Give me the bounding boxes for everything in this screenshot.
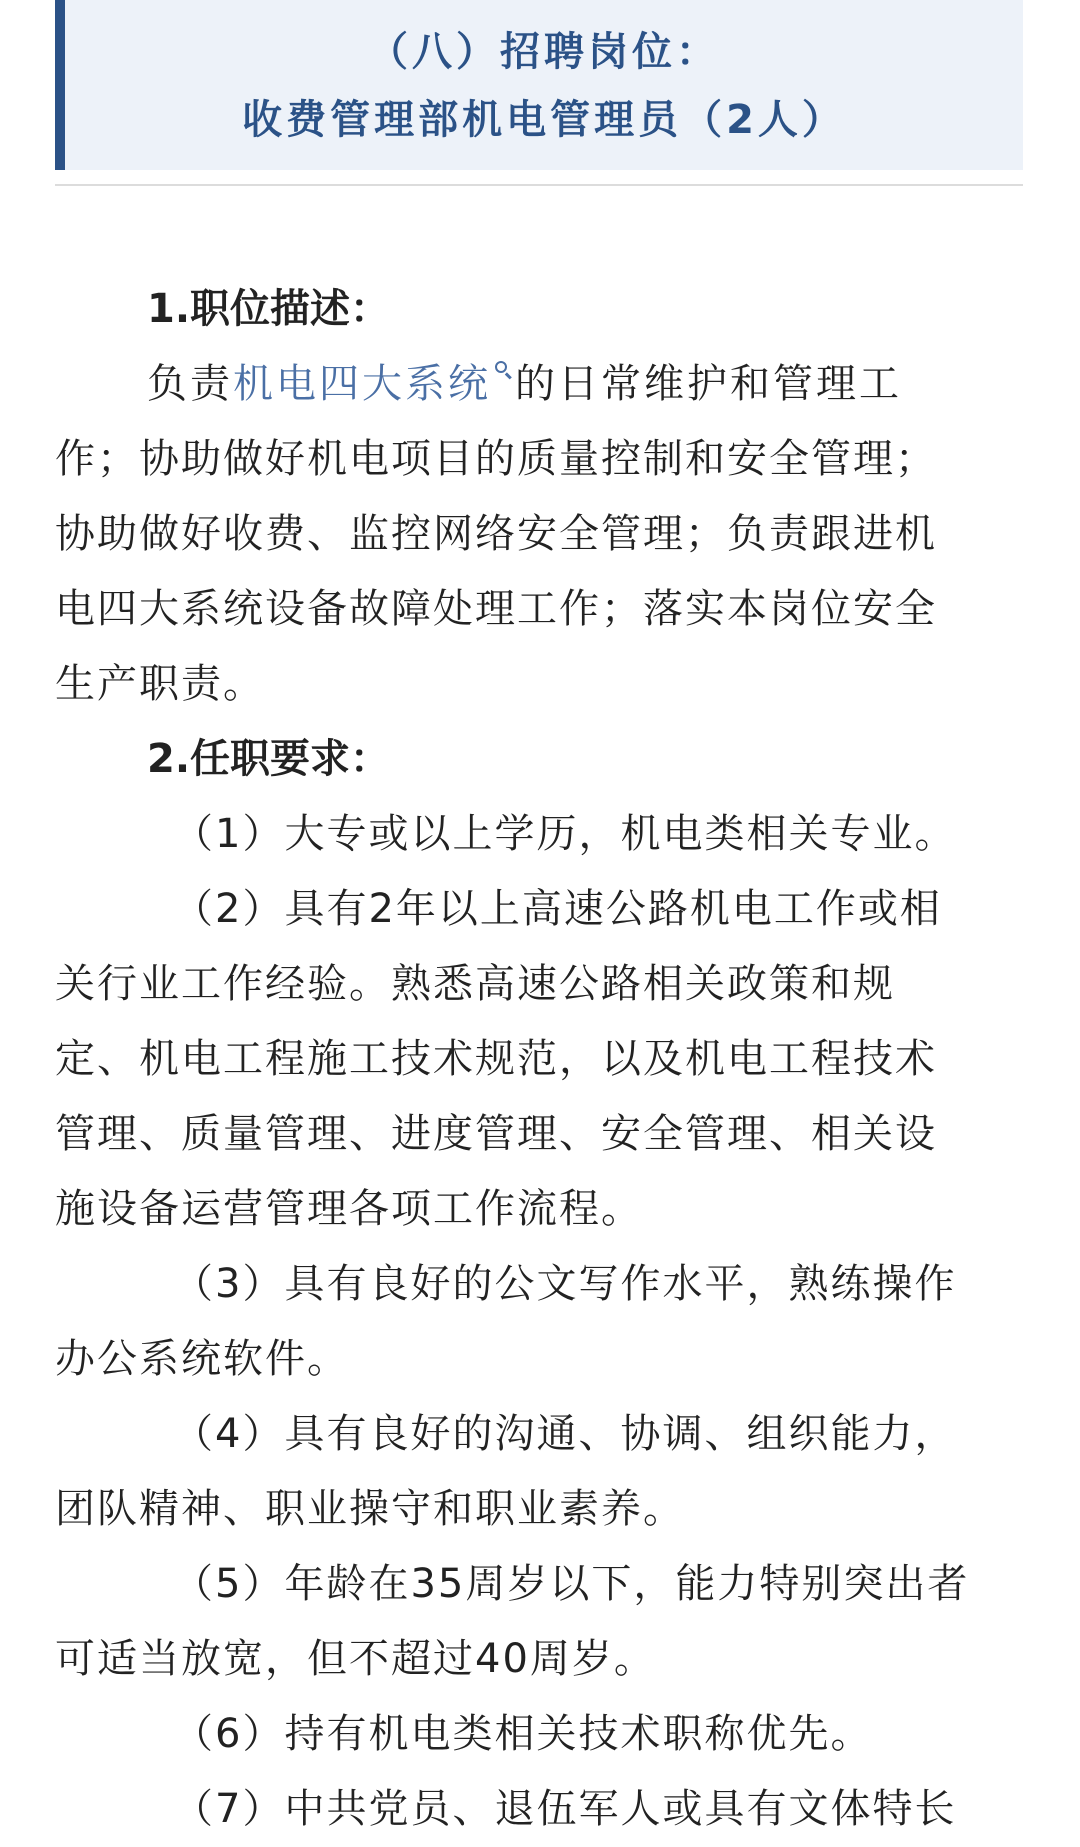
paragraph-line: 生产职责。 [55, 661, 265, 707]
keyword-link-text[interactable]: 机电四大系统 [233, 361, 491, 407]
article-body [55, 272, 1023, 1847]
list-item-continuation: 定、机电工程施工技术规范，以及机电工程技术 [55, 1036, 937, 1082]
section-heading-description: 1.职位描述： [147, 286, 391, 332]
divider [55, 184, 1023, 186]
list-item: （3）具有良好的公文写作水平，熟练操作 [173, 1261, 957, 1307]
paragraph-line: 作；协助做好机电项目的质量控制和安全管理； [55, 436, 937, 482]
section-heading-requirements: 2.任职要求： [147, 736, 391, 782]
paragraph-line [55, 347, 1023, 422]
list-item-continuation: 办公系统软件。 [55, 1336, 349, 1382]
list-item: （1）大专或以上学历，机电类相关专业。 [173, 811, 957, 857]
list-item: （5）年龄在35周岁以下，能力特别突出者 [173, 1561, 970, 1607]
list-item: （6）持有机电类相关技术职称优先。 [173, 1711, 873, 1757]
list-item: （7）中共党员、退伍军人或具有文体特长 [173, 1786, 957, 1832]
text-fragment: 负责 [147, 361, 233, 407]
list-item: （4）具有良好的沟通、协调、组织能力， [173, 1411, 957, 1457]
header-position: 收费管理部机电管理员（2人） [242, 97, 846, 143]
section-header [55, 0, 1023, 170]
list-item: （2）具有2年以上高速公路机电工作或相 [173, 886, 942, 932]
list-item-continuation: 施设备运营管理各项工作流程。 [55, 1186, 643, 1232]
list-item-continuation: 可适当放宽，但不超过40周岁。 [55, 1636, 656, 1682]
list-item-continuation: 团队精神、职业操守和职业素养。 [55, 1486, 685, 1532]
header-title: （八）招聘岗位： [368, 29, 720, 75]
list-item-continuation: 管理、质量管理、进度管理、安全管理、相关设 [55, 1111, 937, 1157]
paragraph-line: 协助做好收费、监控网络安全管理；负责跟进机 [55, 511, 937, 557]
search-icon[interactable] [493, 359, 515, 381]
list-item-continuation: 关行业工作经验。熟悉高速公路相关政策和规 [55, 961, 895, 1007]
paragraph-line: 电四大系统设备故障处理工作；落实本岗位安全 [55, 586, 937, 632]
keyword-link[interactable] [233, 361, 515, 407]
text-fragment: 的日常维护和管理工 [515, 361, 902, 407]
